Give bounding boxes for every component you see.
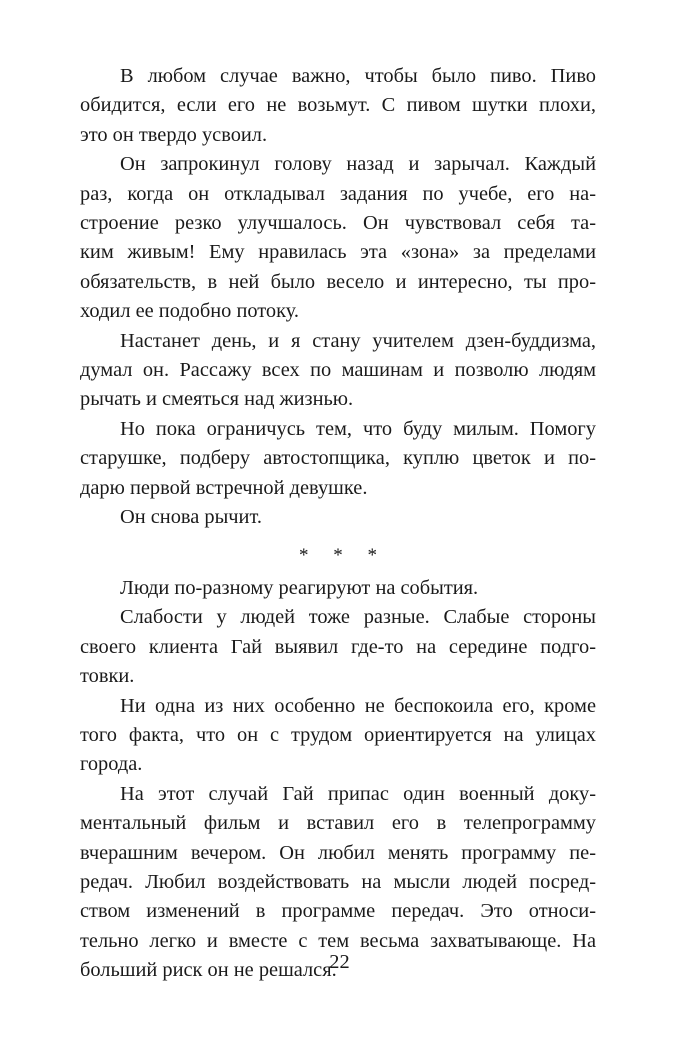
text-line: ходил ее подобно потоку. [80, 300, 299, 323]
text-line: Он снова рычит. [120, 506, 262, 529]
text-line: думал он. Рассажу всех по машинам и позволю людям [80, 359, 596, 382]
text-line: Слабости у людей тоже разные. Слабые стороны [120, 606, 596, 629]
paragraph [80, 574, 596, 603]
text-line: больший риск он не решался. [80, 959, 337, 982]
text-line: На этот случай Гай припас один военный доку- [120, 782, 596, 805]
text-line: тельно легко и вместе с тем весьма захватывающе. На [80, 929, 596, 952]
text-line: ким живым! Ему нравилась эта «зона» за пределами [80, 241, 596, 264]
text-line: рычать и смеяться над жизнью. [80, 388, 354, 411]
paragraph [80, 603, 596, 691]
paragraph [80, 62, 596, 150]
text-line: ством изменений в программе передач. Это относи- [80, 900, 596, 923]
paragraph [80, 503, 596, 532]
text-line: Но пока ограничусь тем, что буду милым. Помогу [120, 417, 596, 440]
text-line: раз, когда он откладывал задания по учебе, его на- [80, 182, 596, 205]
text-line: В любом случае важно, чтобы было пиво. Пиво [120, 65, 596, 87]
paragraphs-after-break [80, 574, 596, 986]
section-break: * * * [299, 544, 387, 566]
text-line: дарю первой встречной девушке. [80, 476, 368, 499]
paragraphs-before-break [80, 62, 596, 533]
body-text [80, 62, 596, 986]
text-line: обязательств, в ней было весело и интересно, ты про- [80, 270, 596, 293]
text-line: своего клиента Гай выявил где-то на середине подго- [80, 635, 596, 658]
paragraph [80, 327, 596, 415]
text-line: это он твердо усвоил. [80, 123, 268, 146]
text-line: города. [80, 753, 143, 776]
text-line: Люди по-разному реагируют на события. [120, 576, 479, 599]
text-line: товки. [80, 665, 135, 688]
text-line: ментальный фильм и вставил его в телепрограмму [80, 812, 596, 835]
text-line: Ни одна из них особенно не беспокоила его, кроме [120, 694, 596, 717]
text-line: строение резко улучшалось. Он чувствовал себя та- [80, 212, 596, 235]
paragraph [80, 692, 596, 780]
text-line: старушке, подберу автостопщика, куплю цветок и по- [80, 447, 596, 470]
text-line: редач. Любил воздействовать на мысли людей посред- [80, 870, 596, 893]
text-line: Настанет день, и я стану учителем дзен-буддизма, [120, 329, 596, 352]
paragraph [80, 415, 596, 503]
paragraph [80, 150, 596, 326]
text-line: вчерашним вечером. Он любил менять программу пе- [80, 841, 596, 864]
page-number: 22 [329, 951, 350, 973]
text-line: Он запрокинул голову назад и зарычал. Каждый [120, 153, 596, 176]
text-line: обидится, если его не возьмут. С пивом шутки плохи, [80, 94, 596, 117]
text-line: того факта, что он с трудом ориентируется на улицах [80, 723, 596, 746]
